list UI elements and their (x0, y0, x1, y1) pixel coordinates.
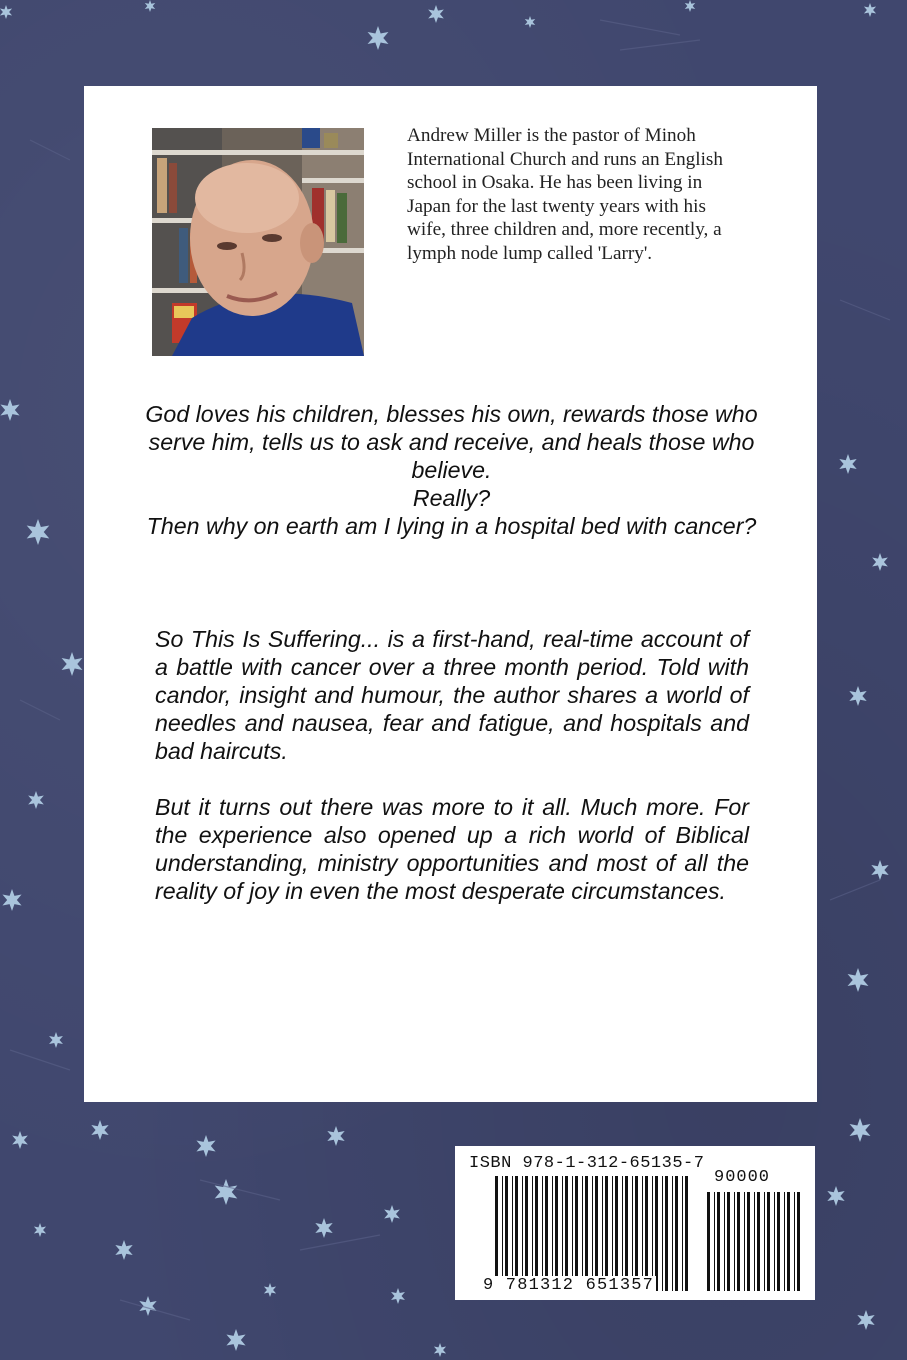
back-cover-panel (84, 86, 817, 1102)
star-icon (28, 791, 44, 809)
barcode-bar (685, 1176, 688, 1291)
star-icon (91, 1120, 108, 1140)
barcode-bar (562, 1176, 563, 1291)
barcode-bar (535, 1176, 538, 1291)
barcode-bar (552, 1176, 553, 1291)
star-icon (525, 16, 535, 28)
blurb-paragraph-2: But it turns out there was more to it all. Much more. For the experience also opened up a rich world of Biblical understanding, ministry opportunities and most of all the reality of joy in even the most desperate circumstances. (155, 794, 749, 904)
star-icon (27, 519, 50, 545)
star-icon (115, 1240, 132, 1260)
barcode-bar (652, 1176, 653, 1291)
addon-barcode-bars (707, 1192, 800, 1291)
barcode-bar (622, 1176, 623, 1291)
barcode-bar (495, 1176, 498, 1291)
star-icon (315, 1218, 332, 1238)
star-icon (0, 399, 19, 421)
barcode-bar (565, 1176, 568, 1291)
barcode-bar (794, 1192, 795, 1291)
barcode-bar (777, 1192, 780, 1291)
pull-quote (144, 400, 759, 540)
barcode-bar (545, 1176, 548, 1291)
barcode-bar (502, 1176, 503, 1291)
isbn-label: ISBN 978-1-312-65135-7 (469, 1154, 705, 1173)
star-icon (848, 968, 869, 992)
barcode-bar (665, 1176, 668, 1291)
main-barcode-bars (495, 1176, 688, 1291)
barcode-bar (754, 1192, 755, 1291)
quote-line-3: Then why on earth am I lying in a hospital bed with cancer? (146, 513, 757, 539)
star-icon (2, 889, 21, 911)
barcode-bar (632, 1176, 633, 1291)
star-icon (384, 1205, 400, 1223)
barcode-bar (555, 1176, 558, 1291)
barcode-bar (744, 1192, 745, 1291)
quote-line-1: God loves his children, blesses his own, rewards those who serve him, tells us to ask and receive, and heals those who believe. (145, 401, 758, 483)
star-icon (871, 860, 888, 880)
star-icon (226, 1329, 245, 1351)
star-icon (34, 1223, 46, 1237)
barcode-bar (757, 1192, 760, 1291)
barcode-bar (512, 1176, 513, 1291)
barcode-bar (575, 1176, 578, 1291)
star-icon (62, 652, 83, 676)
price-code: 90000 (714, 1168, 771, 1187)
barcode-bar (675, 1176, 678, 1291)
barcode-bar (572, 1176, 573, 1291)
barcode-bar (532, 1176, 533, 1291)
isbn-barcode (455, 1146, 815, 1300)
star-icon (872, 553, 888, 571)
barcode-bar (592, 1176, 593, 1291)
barcode-bar (707, 1192, 710, 1291)
barcode-bar (505, 1176, 508, 1291)
barcode-bar (515, 1176, 518, 1291)
barcode-bar (767, 1192, 770, 1291)
barcode-bar (522, 1176, 523, 1291)
barcode-bar (625, 1176, 628, 1291)
star-icon (12, 1131, 28, 1149)
star-icon (49, 1032, 63, 1048)
star-icon (264, 1283, 276, 1297)
star-icon (685, 0, 695, 12)
barcode-bar (737, 1192, 740, 1291)
barcode-bar (764, 1192, 765, 1291)
star-icon (391, 1288, 405, 1304)
star-icon (196, 1135, 215, 1157)
barcode-bar (642, 1176, 643, 1291)
star-icon (368, 26, 389, 50)
barcode-bar (595, 1176, 598, 1291)
star-icon (327, 1126, 344, 1146)
barcode-bar (784, 1192, 785, 1291)
barcode-bar (774, 1192, 775, 1291)
star-icon (0, 5, 12, 19)
barcode-bar (734, 1192, 735, 1291)
star-icon (849, 686, 866, 706)
barcode-bar (682, 1176, 683, 1291)
barcode-bar (747, 1192, 750, 1291)
barcode-bar (585, 1176, 588, 1291)
barcode-bar (655, 1176, 658, 1291)
star-icon (864, 3, 876, 17)
author-portrait-image (152, 128, 364, 356)
barcode-bar (542, 1176, 543, 1291)
star-icon (434, 1343, 446, 1357)
barcode-bar (797, 1192, 800, 1291)
blurb-paragraph-1: So This Is Suffering... is a first-hand, real-time account of a battle with cancer over a three month period. Told with candor, insight and humour, the author shares a world of needles and nausea, fear and fatigue, and hospitals and bad haircuts. (155, 626, 749, 764)
barcode-bar (662, 1176, 663, 1291)
barcode-bar (635, 1176, 638, 1291)
barcode-bar (717, 1192, 720, 1291)
barcode-bar (605, 1176, 608, 1291)
barcode-bar (645, 1176, 648, 1291)
barcode-bar (582, 1176, 583, 1291)
isbn-digits: 9 781312 651357 (483, 1276, 655, 1295)
star-icon (827, 1186, 844, 1206)
barcode-bar (714, 1192, 715, 1291)
barcode-bar (727, 1192, 730, 1291)
barcode-bar (615, 1176, 618, 1291)
star-icon (850, 1118, 871, 1142)
star-icon (145, 0, 155, 12)
star-icon (215, 1179, 238, 1205)
author-bio: Andrew Miller is the pastor of Minoh International Church and runs an English school in Osaka. He has been living in Japan for the last twenty years with his wife, three children and, more recently, a lymph node lump called 'Larry'. (407, 125, 723, 264)
quote-line-2: Really? (412, 485, 491, 511)
author-photo (152, 128, 364, 356)
barcode-bar (672, 1176, 673, 1291)
barcode-bar (612, 1176, 613, 1291)
star-icon (428, 5, 444, 23)
barcode-bar (787, 1192, 790, 1291)
barcode-bar (525, 1176, 528, 1291)
barcode-bar (724, 1192, 725, 1291)
barcode-bar (602, 1176, 603, 1291)
star-icon (857, 1310, 874, 1330)
star-icon (839, 454, 856, 474)
